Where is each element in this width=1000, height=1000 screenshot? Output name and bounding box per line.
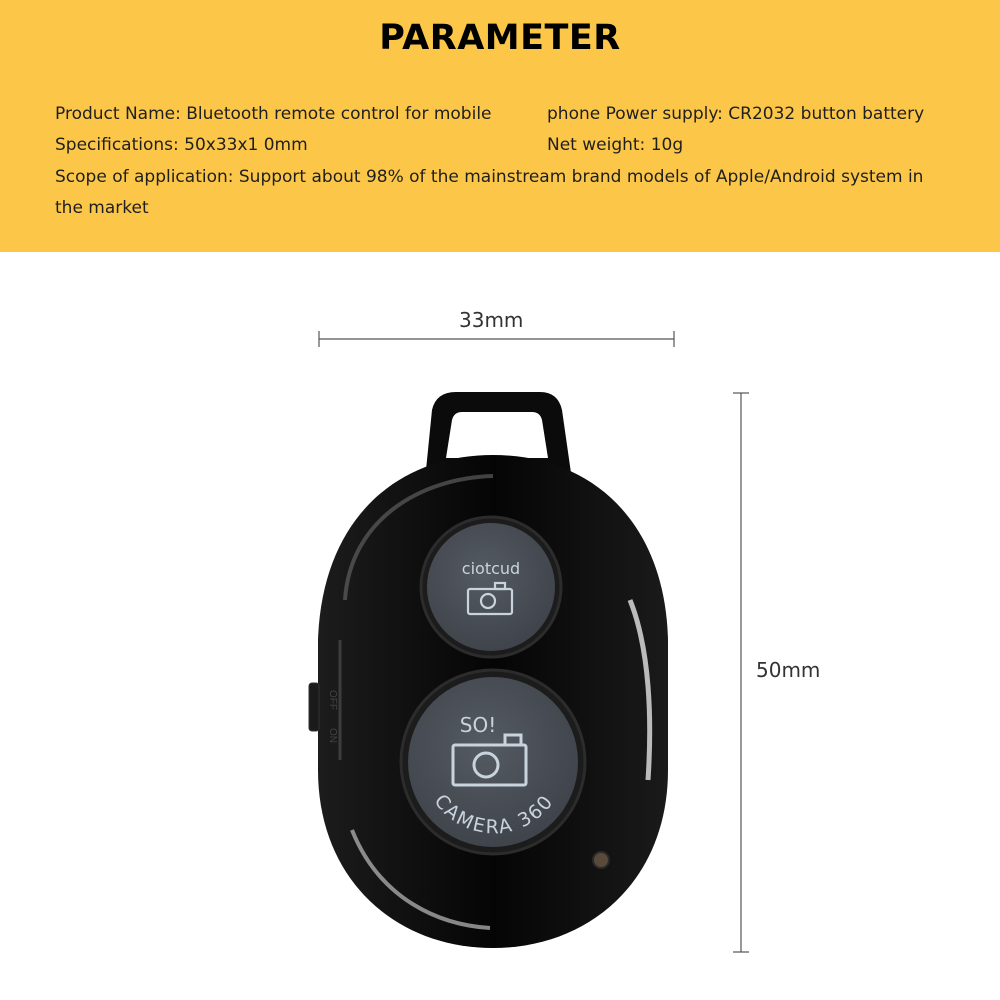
remote-product-photo xyxy=(0,252,1000,1000)
bottom-button-top-text: SO! xyxy=(459,713,497,737)
top-shutter-button xyxy=(421,517,561,657)
spec-product-name: Product Name: Bluetooth remote control for mobile xyxy=(55,104,492,124)
spec-net-weight: Net weight: 10g xyxy=(547,135,684,155)
spec-scope: Scope of application: Support about 98% of the mainstream brand models of Apple/Android system in the market xyxy=(55,167,924,218)
height-dimension-label: 50mm xyxy=(756,658,821,682)
power-switch xyxy=(309,683,319,731)
width-dimension-label: 33mm xyxy=(459,308,524,332)
width-dimension-line xyxy=(319,331,674,347)
switch-on-label: ON xyxy=(327,728,338,743)
page-title: PARAMETER xyxy=(379,18,621,58)
top-button-brand: ciotcud xyxy=(461,559,521,578)
spec-specifications: Specifications: 50x33x1 0mm xyxy=(55,135,308,155)
bottom-button-arc-text: CAMERA 360 xyxy=(429,790,559,839)
spec-power-supply: phone Power supply: CR2032 button battery xyxy=(547,104,925,124)
switch-off-label: OFF xyxy=(327,690,338,710)
bottom-shutter-button xyxy=(401,670,585,854)
indicator-light xyxy=(593,852,609,868)
parameter-header xyxy=(0,0,1000,252)
height-dimension-line xyxy=(733,393,749,952)
